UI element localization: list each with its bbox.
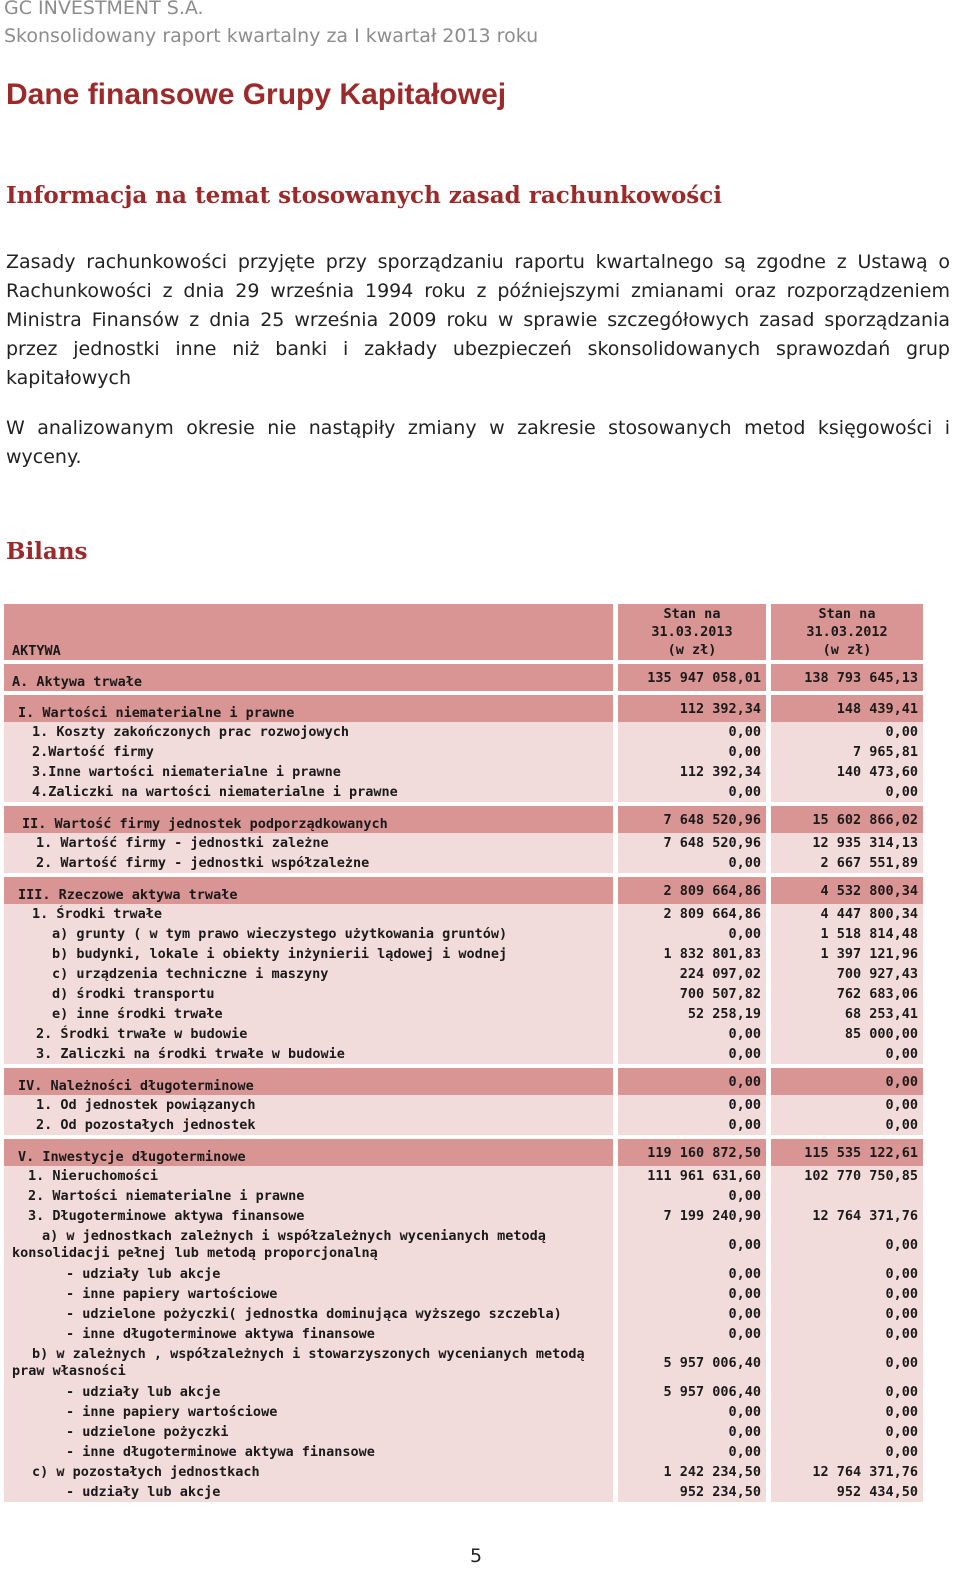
value-2013: 119 160 872,50 (618, 1139, 766, 1166)
row-label: b) budynki, lokale i obiekty inżynierii lądowej i wodnej (4, 944, 613, 964)
value-2013: 952 234,50 (618, 1482, 766, 1502)
value-2012 (771, 1186, 923, 1206)
value-2013: 52 258,19 (618, 1004, 766, 1024)
table-header-row (4, 604, 923, 660)
value-2013: 112 392,34 (618, 762, 766, 782)
value-2012: 0,00 (771, 1226, 923, 1264)
value-2012: 0,00 (771, 1442, 923, 1462)
table-section-row (4, 695, 923, 722)
header-col-2013: Stan na 31.03.2013 (w zł) (618, 604, 766, 660)
value-2013: 0,00 (618, 722, 766, 742)
row-label: 2. Środki trwałe w budowie (4, 1024, 613, 1044)
value-2013: 0,00 (618, 1264, 766, 1284)
value-2013: 112 392,34 (618, 695, 766, 722)
table-row (4, 1382, 923, 1402)
row-label: c) urządzenia techniczne i maszyny (4, 964, 613, 984)
table-row (4, 1115, 923, 1135)
table-row (4, 984, 923, 1004)
row-label: - udziały lub akcje (4, 1482, 613, 1502)
accounting-principles-paragraph: Zasady rachunkowości przyjęte przy sporządzaniu raportu kwartalnego są zgodne z Ustawą o Rachunkowości z dnia 29 września 1994 roku z późniejszymi zmianami oraz rozporządzeniem Ministra Finansów z dnia 25 września 2009 roku w sprawie szczegółowych zasad sporządzania przez jednostki inne niż banki i zakłady ubezpieczeń skonsolidowanych sprawozdań grup kapitałowych (6, 251, 950, 389)
value-2012: 0,00 (771, 1068, 923, 1095)
row-label: - udzielone pożyczki (4, 1422, 613, 1442)
value-2013: 0,00 (618, 742, 766, 762)
value-2013: 0,00 (618, 1095, 766, 1115)
row-label: 2. Wartości niematerialne i prawne (4, 1186, 613, 1206)
value-2012: 4 532 800,34 (771, 877, 923, 904)
row-label: 2. Od pozostałych jednostek (4, 1115, 613, 1135)
row-label: a) w jednostkach zależnych i współzależnych wycenianych metodą konsolidacji pełnej lub metodą proporcjonalną (4, 1226, 613, 1264)
value-2013: 2 809 664,86 (618, 877, 766, 904)
value-2013: 0,00 (618, 1324, 766, 1344)
value-2012: 2 667 551,89 (771, 853, 923, 873)
row-label: 3.Inne wartości niematerialne i prawne (4, 762, 613, 782)
table-row (4, 1442, 923, 1462)
table-row (4, 1482, 923, 1502)
row-label: 1. Nieruchomości (4, 1166, 613, 1186)
table-row (4, 904, 923, 924)
table-row (4, 1462, 923, 1482)
value-2013: 0,00 (618, 1402, 766, 1422)
row-label: 2.Wartość firmy (4, 742, 613, 762)
value-2012: 15 602 866,02 (771, 806, 923, 833)
value-2012: 7 965,81 (771, 742, 923, 762)
table-section-row (4, 877, 923, 904)
value-2013: 1 242 234,50 (618, 1462, 766, 1482)
table-row (4, 944, 923, 964)
table-row (4, 833, 923, 853)
value-2012: 0,00 (771, 1115, 923, 1135)
row-label: - inne papiery wartościowe (4, 1402, 613, 1422)
header-company: GC INVESTMENT S.A. (4, 0, 204, 19)
value-2012: 140 473,60 (771, 762, 923, 782)
table-row (4, 1324, 923, 1344)
row-label: 1. Wartość firmy - jednostki zależne (4, 833, 613, 853)
value-2012: 0,00 (771, 782, 923, 802)
value-2012: 0,00 (771, 1044, 923, 1064)
table-row (4, 1422, 923, 1442)
value-2013: 0,00 (618, 1115, 766, 1135)
row-label: A. Aktywa trwałe (4, 664, 613, 691)
value-2013: 0,00 (618, 1226, 766, 1264)
table-row (4, 782, 923, 802)
row-label: - inne długoterminowe aktywa finansowe (4, 1324, 613, 1344)
value-2013: 5 957 006,40 (618, 1344, 766, 1382)
value-2012: 0,00 (771, 1304, 923, 1324)
no-changes-paragraph: W analizowanym okresie nie nastąpiły zmiany w zakresie stosowanych metod księgowości i wyceny. (6, 417, 950, 468)
table-row (4, 1024, 923, 1044)
row-label: a) grunty ( w tym prawo wieczystego użytkowania gruntów) (4, 924, 613, 944)
value-2012: 102 770 750,85 (771, 1166, 923, 1186)
table-section-row (4, 1139, 923, 1166)
table-row (4, 1344, 923, 1382)
value-2012: 0,00 (771, 722, 923, 742)
table-row (4, 762, 923, 782)
table-row (4, 1402, 923, 1422)
table-section-row (4, 806, 923, 833)
value-2012: 762 683,06 (771, 984, 923, 1004)
value-2013: 0,00 (618, 1068, 766, 1095)
row-label: 2. Wartość firmy - jednostki współzależne (4, 853, 613, 873)
row-label: II. Wartość firmy jednostek podporządkowanych (4, 806, 613, 833)
value-2012: 85 000,00 (771, 1024, 923, 1044)
value-2012: 952 434,50 (771, 1482, 923, 1502)
row-label: 1. Od jednostek powiązanych (4, 1095, 613, 1115)
value-2012: 0,00 (771, 1422, 923, 1442)
row-label: 3. Zaliczki na środki trwałe w budowie (4, 1044, 613, 1064)
value-2012: 12 764 371,76 (771, 1462, 923, 1482)
value-2012: 148 439,41 (771, 695, 923, 722)
value-2012: 4 447 800,34 (771, 904, 923, 924)
page-title: Dane finansowe Grupy Kapitałowej (6, 78, 507, 111)
section-heading-accounting: Informacja na temat stosowanych zasad rachunkowości (6, 182, 722, 209)
value-2013: 0,00 (618, 1044, 766, 1064)
value-2012: 0,00 (771, 1382, 923, 1402)
value-2013: 0,00 (618, 1304, 766, 1324)
row-label: - udziały lub akcje (4, 1264, 613, 1284)
value-2012: 700 927,43 (771, 964, 923, 984)
balance-sheet-table (4, 604, 923, 1502)
table-row (4, 1264, 923, 1284)
row-label: 1. Koszty zakończonych prac rozwojowych (4, 722, 613, 742)
header-col-2012: Stan na 31.03.2012 (w zł) (771, 604, 923, 660)
value-2013: 0,00 (618, 1422, 766, 1442)
value-2013: 7 648 520,96 (618, 833, 766, 853)
value-2012: 0,00 (771, 1264, 923, 1284)
table-row (4, 742, 923, 762)
value-2012: 0,00 (771, 1324, 923, 1344)
balance-sheet-heading: Bilans (6, 538, 88, 565)
table-row (4, 722, 923, 742)
value-2013: 135 947 058,01 (618, 664, 766, 691)
value-2013: 0,00 (618, 1284, 766, 1304)
value-2013: 1 832 801,83 (618, 944, 766, 964)
value-2013: 224 097,02 (618, 964, 766, 984)
value-2013: 111 961 631,60 (618, 1166, 766, 1186)
table-row (4, 1186, 923, 1206)
value-2012: 115 535 122,61 (771, 1139, 923, 1166)
value-2012: 138 793 645,13 (771, 664, 923, 691)
page-number: 5 (470, 1545, 483, 1567)
value-2013: 5 957 006,40 (618, 1382, 766, 1402)
table-section-row (4, 664, 923, 691)
row-label: b) w zależnych , współzależnych i stowarzyszonych wycenianych metodą praw własności (4, 1344, 613, 1382)
value-2013: 0,00 (618, 1186, 766, 1206)
header-report-title: Skonsolidowany raport kwartalny za I kwartał 2013 roku (4, 25, 539, 47)
table-row (4, 1166, 923, 1186)
table-row (4, 1206, 923, 1226)
row-label: - udzielone pożyczki( jednostka dominująca wyższego szczebla) (4, 1304, 613, 1324)
row-label: III. Rzeczowe aktywa trwałe (4, 877, 613, 904)
row-label: - udziały lub akcje (4, 1382, 613, 1402)
table-row (4, 1304, 923, 1324)
value-2013: 2 809 664,86 (618, 904, 766, 924)
table-row (4, 1004, 923, 1024)
value-2013: 7 199 240,90 (618, 1206, 766, 1226)
value-2012: 0,00 (771, 1402, 923, 1422)
table-row (4, 964, 923, 984)
table-row (4, 1284, 923, 1304)
row-label: 1. Środki trwałe (4, 904, 613, 924)
row-label: d) środki transportu (4, 984, 613, 1004)
value-2013: 7 648 520,96 (618, 806, 766, 833)
value-2012: 0,00 (771, 1095, 923, 1115)
table-row (4, 1044, 923, 1064)
value-2012: 0,00 (771, 1284, 923, 1304)
table-section-row (4, 1068, 923, 1095)
value-2013: 0,00 (618, 853, 766, 873)
value-2013: 0,00 (618, 1024, 766, 1044)
value-2013: 0,00 (618, 1442, 766, 1462)
row-label: - inne papiery wartościowe (4, 1284, 613, 1304)
row-label: - inne długoterminowe aktywa finansowe (4, 1442, 613, 1462)
row-label: V. Inwestycje długoterminowe (4, 1139, 613, 1166)
row-label: 3. Długoterminowe aktywa finansowe (4, 1206, 613, 1226)
row-label: IV. Należności długoterminowe (4, 1068, 613, 1095)
table-row (4, 1095, 923, 1115)
value-2012: 0,00 (771, 1344, 923, 1382)
value-2013: 700 507,82 (618, 984, 766, 1004)
row-label: I. Wartości niematerialne i prawne (4, 695, 613, 722)
table-row (4, 853, 923, 873)
value-2012: 12 935 314,13 (771, 833, 923, 853)
value-2013: 0,00 (618, 924, 766, 944)
value-2012: 12 764 371,76 (771, 1206, 923, 1226)
value-2012: 68 253,41 (771, 1004, 923, 1024)
value-2013: 0,00 (618, 782, 766, 802)
value-2012: 1 397 121,96 (771, 944, 923, 964)
row-label: e) inne środki trwałe (4, 1004, 613, 1024)
value-2012: 1 518 814,48 (771, 924, 923, 944)
row-label: c) w pozostałych jednostkach (4, 1462, 613, 1482)
row-label: 4.Zaliczki na wartości niematerialne i prawne (4, 782, 613, 802)
page-header (4, 0, 538, 50)
header-assets-label: AKTYWA (4, 604, 613, 660)
table-row (4, 1226, 923, 1264)
table-row (4, 924, 923, 944)
